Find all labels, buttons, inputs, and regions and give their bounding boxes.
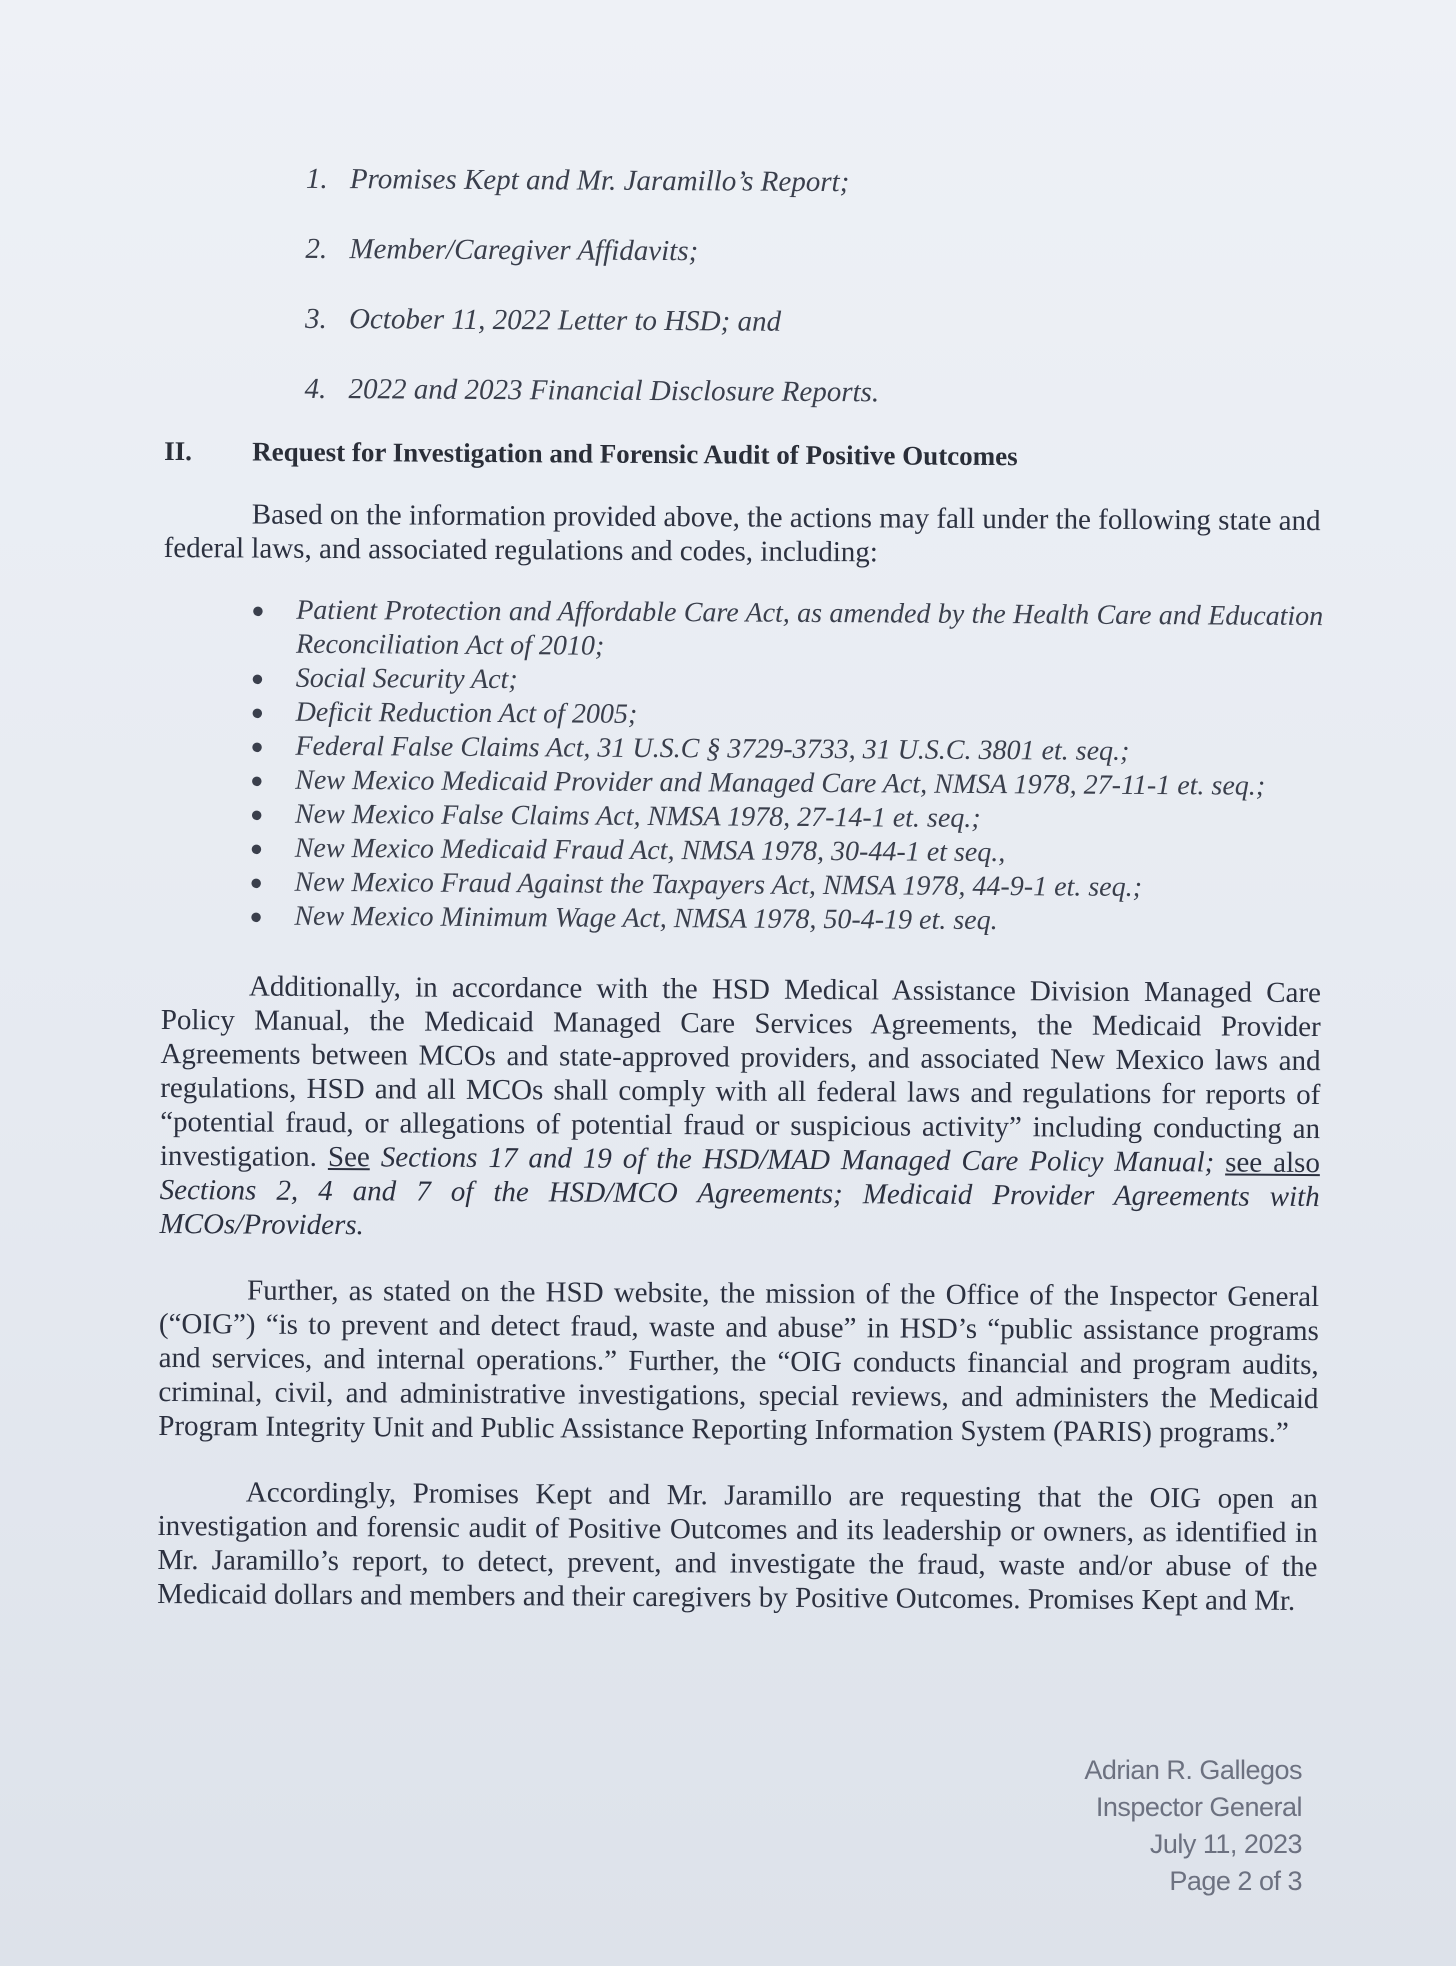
citation-agreements: Sections 2, 4 and 7 of the HSD/MCO Agreements; Medicaid Provider Agreements with MCOs/Providers. xyxy=(159,1173,1320,1242)
enclosure-text: 2022 and 2023 Financial Disclosure Reports. xyxy=(348,373,880,409)
citation-see-also: see also xyxy=(1225,1146,1321,1180)
enclosure-item xyxy=(305,301,1325,343)
citation-policy-manual: Sections 17 and 19 of the HSD/MAD Managed Care Policy Manual; xyxy=(380,1141,1215,1179)
bullet-icon: ● xyxy=(249,869,263,895)
additionally-text: Additionally, in accordance with the HSD Medical Assistance Division Managed Care Policy Manual, the Medicaid Managed Care Services Agreements, the Medicaid Provider Agreements between MCOs and state-approved providers, and associated New Mexico laws and regulations, HSD and all MCOs shall comply with all federal laws and regulations for reports of “potential fraud, or allegations of potential fraud or suspicious activity” including conducting an investigation. xyxy=(159,970,1322,1173)
bullet-icon: ● xyxy=(250,733,264,759)
footer-name: Adrian R. Gallegos xyxy=(1084,1755,1302,1785)
page-body xyxy=(157,160,1326,1618)
enclosure-number: 3. xyxy=(304,302,327,335)
law-item xyxy=(249,900,1321,941)
page-footer xyxy=(1084,1752,1302,1900)
bullet-icon: ● xyxy=(251,597,265,623)
further-paragraph: Further, as stated on the HSD website, the mission of the Office of the Inspector General (“OIG”) “is to prevent and detect fraud, waste and abuse” in HSD’s “public assistance programs and services, and internal operations.” Further, the “OIG conducts financial and program audits, criminal, civil, and administrative investigations, special reviews, and administers the Medicaid Program Integrity Unit and Public Assistance Reporting Information System (PARIS) programs.” xyxy=(158,1274,1320,1449)
enclosure-item xyxy=(305,231,1325,273)
bullet-icon: ● xyxy=(249,801,264,827)
law-item xyxy=(251,594,1323,669)
section-heading xyxy=(164,436,1324,474)
law-text: Federal False Claims Act, 31 U.S.C § 3729-3733, 31 U.S.C. 3801 et. seq.; xyxy=(295,730,1130,767)
law-text: Social Security Act; xyxy=(295,662,518,696)
footer-page-number: Page 2 of 3 xyxy=(1169,1866,1302,1896)
additionally-paragraph xyxy=(159,969,1321,1248)
enclosure-number: 1. xyxy=(305,162,328,195)
enclosure-text: Member/Caregiver Affidavits; xyxy=(349,233,699,268)
footer-date: July 11, 2023 xyxy=(1149,1829,1302,1859)
enclosure-number: 2. xyxy=(305,232,328,265)
law-text: New Mexico Fraud Against the Taxpayers Act, NMSA 1978, 44-9-1 et. seq.; xyxy=(294,866,1143,903)
enclosure-list xyxy=(164,160,1325,413)
enclosure-item xyxy=(304,371,1324,413)
law-text: New Mexico False Claims Act, NMSA 1978, 27-14-1 et. seq.; xyxy=(294,798,981,834)
section-number: II. xyxy=(164,435,193,467)
law-text: New Mexico Minimum Wage Act, NMSA 1978, 50-4-19 et. seq. xyxy=(294,900,998,937)
citation-see: See xyxy=(327,1141,370,1174)
law-text: Deficit Reduction Act of 2005; xyxy=(295,696,638,730)
section-title: Request for Investigation and Forensic Audit of Positive Outcomes xyxy=(252,436,1018,472)
enclosure-number: 4. xyxy=(304,372,327,405)
bullet-icon: ● xyxy=(249,835,264,861)
law-text: New Mexico Medicaid Provider and Managed Care Act, NMSA 1978, 27-11-1 et. seq.; xyxy=(295,764,1266,802)
bullet-icon: ● xyxy=(250,699,265,725)
accordingly-paragraph: Accordingly, Promises Kept and Mr. Jaramillo are requesting that the OIG open an investigation and forensic audit of Positive Outcomes and its leadership or owners, as identified in Mr. Jaramillo’s report, to detect, prevent, and investigate the fraud, waste and/or abuse of the Medicaid dollars and members and their caregivers by Positive Outcomes. Promises Kept and Mr. xyxy=(157,1476,1318,1617)
enclosure-text: Promises Kept and Mr. Jaramillo’s Report; xyxy=(349,163,850,199)
bullet-icon: ● xyxy=(249,903,263,929)
law-text: New Mexico Medicaid Fraud Act, NMSA 1978, 30-44-1 et seq., xyxy=(294,832,1006,869)
law-text: Patient Protection and Affordable Care Act, as amended by the Health Care and Education Reconciliation Act of 2010; xyxy=(295,594,1324,662)
enclosure-text: October 11, 2022 Letter to HSD; and xyxy=(348,303,782,338)
enclosure-item xyxy=(306,161,1326,203)
laws-list xyxy=(161,593,1323,940)
footer-title: Inspector General xyxy=(1095,1792,1302,1822)
intro-paragraph: Based on the information provided above, the actions may fall under the following state and federal laws, and associated regulations and codes, including: xyxy=(163,498,1321,569)
bullet-icon: ● xyxy=(250,767,264,793)
bullet-icon: ● xyxy=(250,665,265,691)
